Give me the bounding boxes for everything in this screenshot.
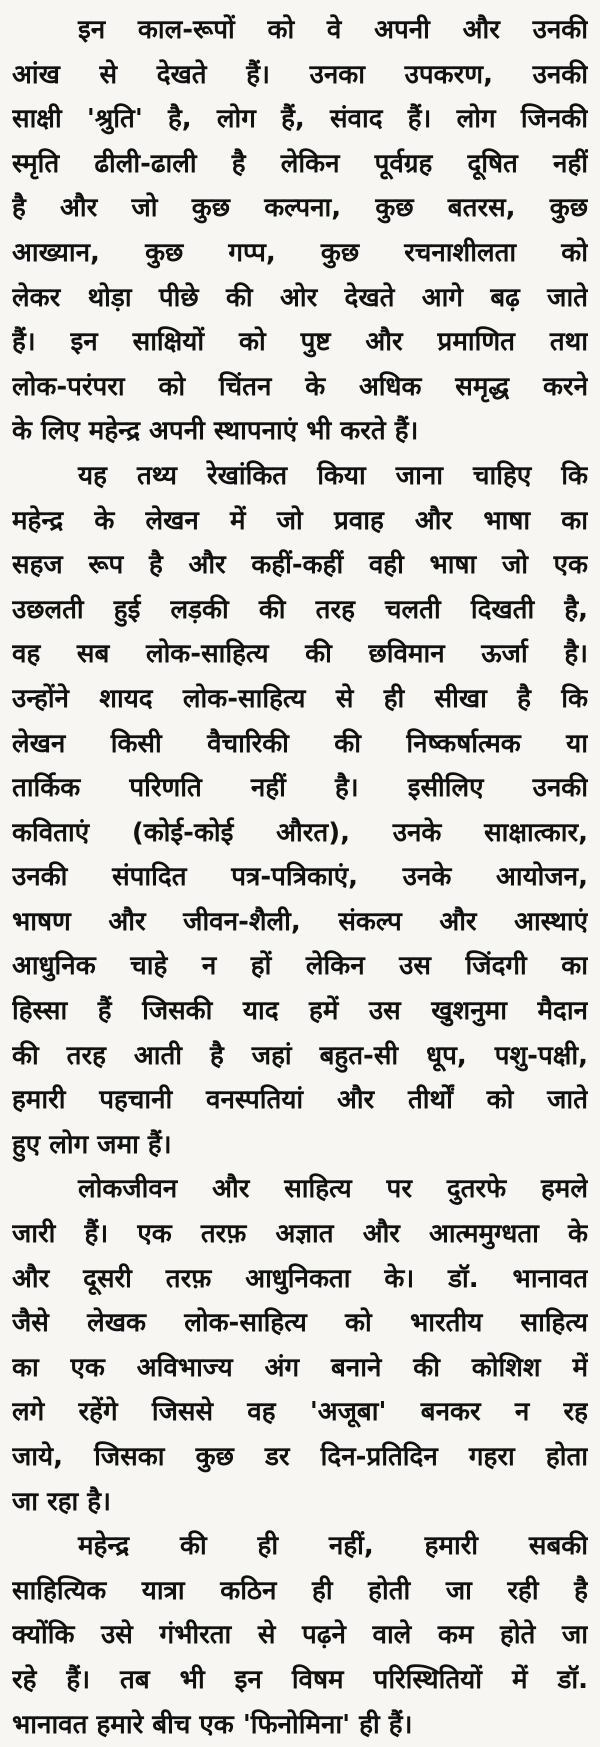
- text-line: उछलती हुई लड़की की तरह चलती दिखती है,: [12, 594, 588, 625]
- text-line: इन काल-रूपों को वे अपनी और उनकी: [78, 15, 588, 45]
- text-line: साहित्यिक यात्रा कठिन ही होती जा रही है: [12, 1575, 588, 1606]
- text-line: उन्होंने शायद लोक-साहित्य से ही सीखा है कि: [12, 683, 588, 714]
- text-line: हमारी पहचानी वनस्पतियां और तीर्थों को जाते: [12, 1085, 588, 1116]
- text-line: महेन्द्र के लेखन में जो प्रवाह और भाषा का: [12, 505, 588, 536]
- paragraph-4: [12, 1524, 588, 1747]
- text-line: भाषण और जीवन-शैली, संकल्प और आस्थाएं: [12, 906, 588, 937]
- text-line: जा रहा है।: [12, 1486, 111, 1517]
- text-line: और दूसरी तरफ़ आधुनिकता के। डॉ. भानावत: [12, 1263, 588, 1294]
- text-line: आधुनिक चाहे न हों लेकिन उस जिंदगी का: [12, 951, 588, 982]
- text-line: महेन्द्र की ही नहीं, हमारी सबकी: [78, 1531, 588, 1562]
- text-line: का एक अविभाज्य अंग बनाने की कोशिश में: [12, 1352, 588, 1383]
- text-line: वह सब लोक-साहित्य की छविमान ऊर्जा है।: [12, 639, 588, 670]
- paragraph-2: [12, 454, 588, 1168]
- text-line: आंख से देखते हैं। उनका उपकरण, उनकी: [12, 59, 588, 90]
- paragraph-3: [12, 1167, 588, 1524]
- text-line: स्मृति ढीली-ढाली है लेकिन पूर्वग्रह दूषित नहीं: [12, 148, 588, 179]
- text-line: लोकजीवन और साहित्य पर दुतरफे हमले: [78, 1174, 588, 1205]
- text-line: हुए लोग जमा हैं।: [12, 1129, 172, 1160]
- text-line: के लिए महेन्द्र अपनी स्थापनाएं भी करते हैं।: [12, 416, 419, 447]
- text-line: जाये, जिसका कुछ डर दिन-प्रतिदिन गहरा होता: [12, 1442, 588, 1472]
- text-line: हैं। इन साक्षियों को पुष्ट और प्रमाणित तथा: [12, 327, 588, 358]
- text-line: क्योंकि उसे गंभीरता से पढ़ने वाले कम होते जा: [12, 1620, 588, 1651]
- text-line: की तरह आती है जहां बहुत-सी धूप, पशु-पक्षी,: [12, 1040, 588, 1071]
- text-line: साक्षी 'श्रुति' है, लोग हैं, संवाद हैं। लोग जिनकी: [12, 104, 588, 135]
- text-line: भानावत हमारे बीच एक 'फिनोमिना' ही हैं।: [12, 1709, 413, 1740]
- text-line: तार्किक परिणति नहीं है। इसीलिए उनकी: [12, 773, 588, 804]
- text-line: कविताएं (कोई-कोई औरत), उनके साक्षात्कार,: [12, 817, 588, 848]
- text-line: लोक-परंपरा को चिंतन के अधिक समृद्ध करने: [12, 371, 588, 402]
- article-body: [12, 8, 588, 1747]
- text-line: जारी हैं। एक तरफ़ अज्ञात और आत्ममुग्धता के: [12, 1219, 588, 1250]
- text-line: लगे रहेंगे जिससे वह 'अजूबा' बनकर न रह: [12, 1397, 588, 1428]
- text-line: रहे हैं। तब भी इन विषम परिस्थितियों में डॉ.: [12, 1664, 588, 1695]
- text-line: जैसे लेखक लोक-साहित्य को भारतीय साहित्य: [12, 1308, 588, 1339]
- text-line: उनकी संपादित पत्र-पत्रिकाएं, उनके आयोजन,: [12, 862, 588, 893]
- text-line: लेखन किसी वैचारिकी की निष्कर्षात्मक या: [12, 728, 588, 759]
- text-line: आख्यान, कुछ गप्प, कुछ रचनाशीलता को: [12, 237, 588, 268]
- text-line: लेकर थोड़ा पीछे की ओर देखते आगे बढ़ जाते: [12, 282, 588, 313]
- text-line: है और जो कुछ कल्पना, कुछ बतरस, कुछ: [12, 193, 588, 224]
- text-line: सहज रूप है और कहीं-कहीं वही भाषा जो एक: [12, 550, 588, 581]
- paragraph-1: [12, 8, 588, 454]
- text-line: हिस्सा हैं जिसकी याद हमें उस खुशनुमा मैदान: [12, 996, 588, 1027]
- text-line: यह तथ्य रेखांकित किया जाना चाहिए कि: [78, 460, 588, 491]
